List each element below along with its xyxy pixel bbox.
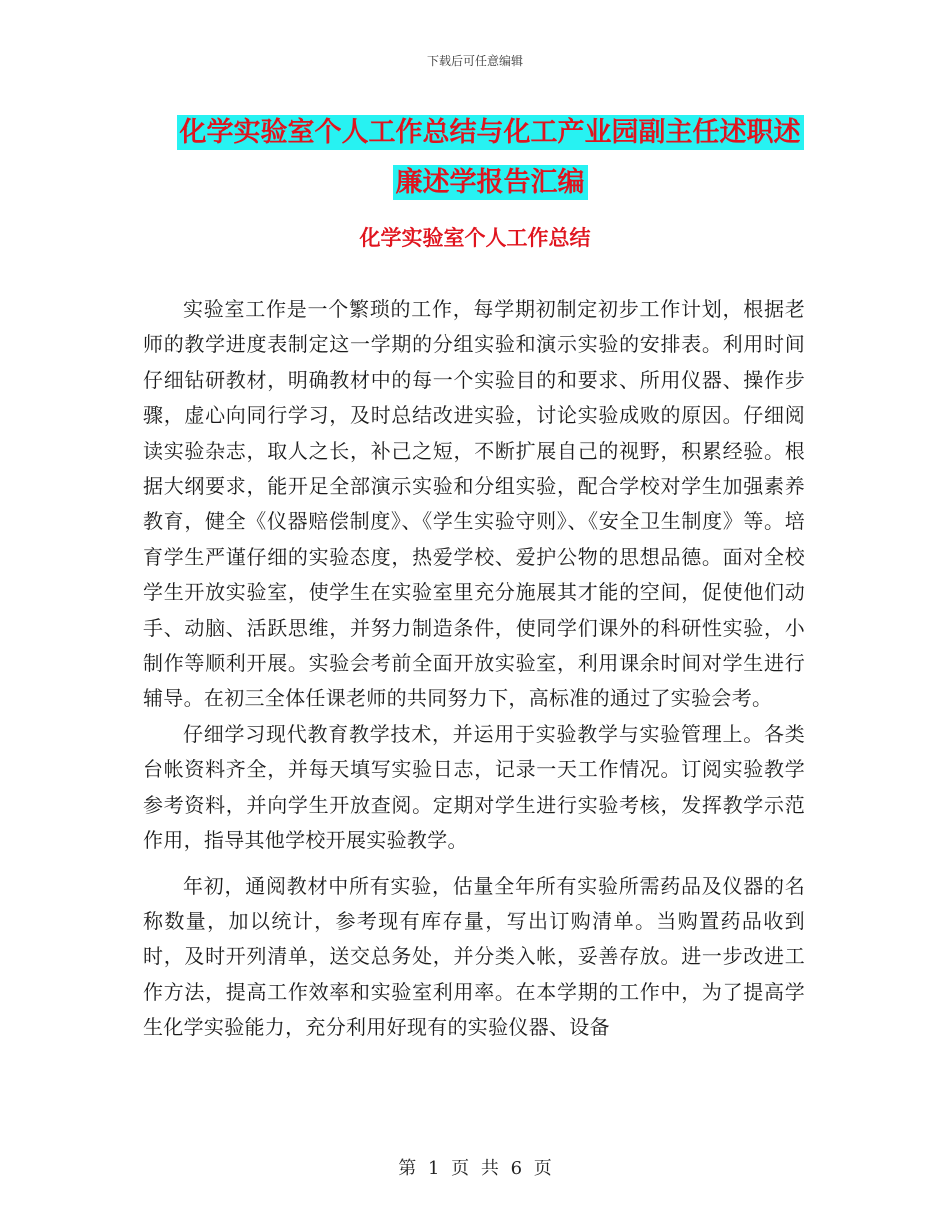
title-line-1-text: 化学实验室个人工作总结与化工产业园副主任述职述 [177, 115, 804, 150]
title-line-2-text: 廉述学报告汇编 [393, 165, 588, 200]
document-title [150, 108, 830, 208]
title-line-1 [150, 108, 830, 158]
header-note: 下载后可任意编辑 [426, 54, 523, 68]
section-title: 化学实验室个人工作总结 [359, 226, 591, 250]
page-footer: 第 1 页 共 6 页 [398, 1158, 552, 1179]
document-body [143, 292, 805, 1046]
paragraph-2: 仔细学习现代教育教学技术，并运用于实验教学与实验管理上。各类台帐资料齐全，并每天填写实验日志，记录一天工作情况。订阅实验教学参考资料，并向学生开放查阅。定期对学生进行实验考核，发挥教学示范作用，指导其他学校开展实验教学。 [143, 721, 805, 853]
title-line-2 [150, 158, 830, 208]
paragraph-3: 年初，通阅教材中所有实验，估量全年所有实验所需药品及仪器的名称数量，加以统计，参考现有库存量，写出订购清单。当购置药品收到时，及时开列清单，送交总务处，并分类入帐，妥善存放。进一步改进工作方法，提高工作效率和实验室利用率。在本学期的工作中，为了提高学生化学实验能力，充分利用好现有的实验仪器、设备 [143, 873, 805, 1040]
paragraph-1: 实验室工作是一个繁琐的工作，每学期初制定初步工作计划，根据老师的教学进度表制定这一学期的分组实验和演示实验的安排表。利用时间仔细钻研教材，明确教材中的每一个实验目的和要求、所用仪器、操作步骤，虚心向同行学习，及时总结改进实验，讨论实验成败的原因。仔细阅读实验杂志，取人之长，补己之短，不断扩展自己的视野，积累经验。根据大纲要求，能开足全部演示实验和分组实验，配合学校对学生加强素养教育，健全《仪器赔偿制度》、《学生实验守则》、《安全卫生制度》等。培育学生严谨仔细的实验态度，热爱学校、爱护公物的思想品德。面对全校学生开放实验室，使学生在实验室里充分施展其才能的空间，促使他们动手、动脑、活跃思维，并努力制造条件，使同学们课外的科研性实验，小制作等顺利开展。实验会考前全面开放实验室，利用课余时间对学生进行辅导。在初三全体任课老师的共同努力下，高标准的通过了实验会考。 [143, 297, 805, 711]
